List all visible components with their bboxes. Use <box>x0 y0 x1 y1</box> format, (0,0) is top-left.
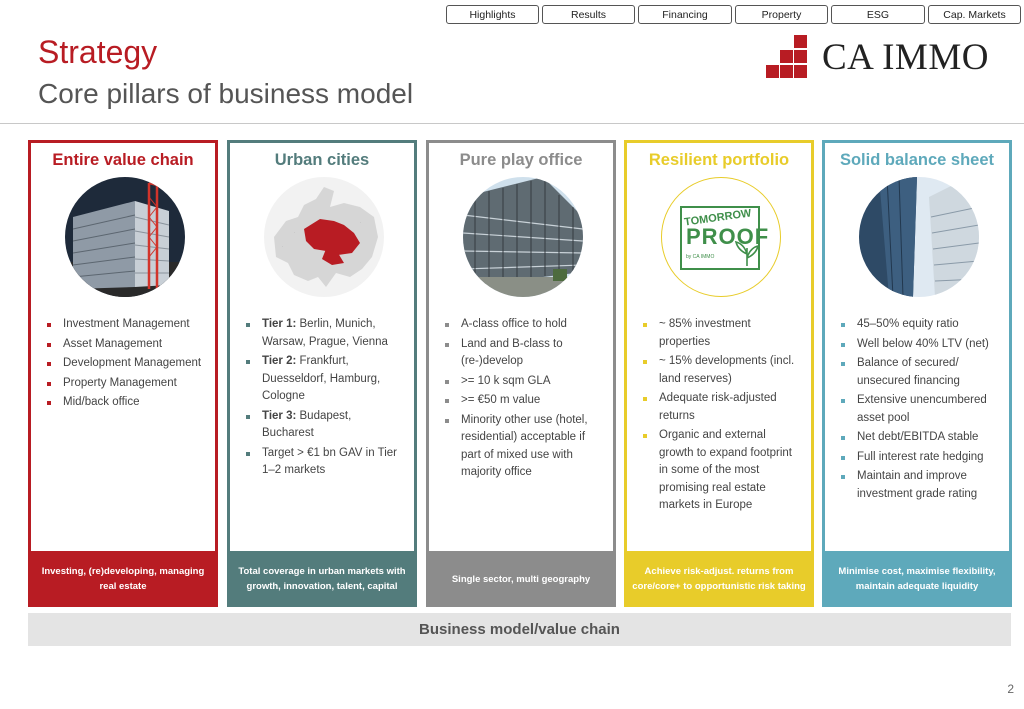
page-number: 2 <box>1007 682 1014 696</box>
logo-text: CA IMMO <box>822 36 989 78</box>
pillar-card-resilient-portfolio <box>624 140 814 607</box>
tomorrow-proof-badge: TOMORROW PROOF by CA IMMO <box>661 177 781 297</box>
pillar-title: Resilient portfolio <box>648 151 790 169</box>
pillar-bullets <box>837 316 1001 505</box>
tab-esg[interactable]: ESG <box>831 5 925 24</box>
pillar-card-value-chain <box>28 140 218 607</box>
list-item: ~ 85% investment properties <box>639 316 803 351</box>
pillar-card-pure-play-office <box>426 140 616 607</box>
list-item: Target > €1 bn GAV in Tier 1–2 markets <box>242 445 406 480</box>
leaf-icon <box>732 238 762 268</box>
pillar-title: Urban cities <box>274 151 370 169</box>
pillar-bullets <box>639 316 803 517</box>
list-item: Land and B-class to (re-)develop <box>441 336 605 371</box>
pillar-footer: Total coverage in urban markets with growth, innovation, talent, capital <box>227 551 417 607</box>
tab-property[interactable]: Property <box>735 5 828 24</box>
tab-highlights[interactable]: Highlights <box>446 5 539 24</box>
list-item: Minority other use (hotel, residential) acceptable if part of mixed use with majority office <box>441 412 605 482</box>
pillar-bullets <box>242 316 406 482</box>
logo-squares-icon <box>766 35 810 79</box>
list-item: >= €50 m value <box>441 392 605 410</box>
list-item: Well below 40% LTV (net) <box>837 336 1001 354</box>
list-item: Tier 2: Frankfurt, Duesseldorf, Hamburg, Cologne <box>242 353 406 406</box>
list-item: Investment Management <box>43 316 207 334</box>
list-item: Asset Management <box>43 336 207 354</box>
tab-results[interactable]: Results <box>542 5 635 24</box>
list-item: Tier 1: Berlin, Munich, Warsaw, Prague, Vienna <box>242 316 406 351</box>
list-item: Adequate risk-adjusted returns <box>639 390 803 425</box>
list-item: Balance of secured/ unsecured financing <box>837 355 1001 390</box>
list-item: Mid/back office <box>43 394 207 412</box>
company-logo <box>766 35 989 79</box>
list-item: 45–50% equity ratio <box>837 316 1001 334</box>
europe-map-image <box>264 177 384 297</box>
tab-cap-markets[interactable]: Cap. Markets <box>928 5 1021 24</box>
list-item: Organic and external growth to expand footprint in some of the most promising real estate markets in Europe <box>639 427 803 515</box>
business-model-bar: Business model/value chain <box>28 613 1011 646</box>
pillar-footer: Single sector, multi geography <box>426 551 616 607</box>
header-divider <box>0 123 1024 124</box>
pillar-bullets <box>43 316 207 414</box>
glass-towers-image <box>859 177 979 297</box>
pillar-card-urban-cities <box>227 140 417 607</box>
list-item: ~ 15% developments (incl. land reserves) <box>639 353 803 388</box>
list-item: Full interest rate hedging <box>837 449 1001 467</box>
list-item: A-class office to hold <box>441 316 605 334</box>
pillar-footer: Minimise cost, maximise flexibility, maintain adequate liquidity <box>822 551 1012 607</box>
top-nav <box>446 5 1021 24</box>
pillar-title: Solid balance sheet <box>839 151 995 169</box>
page-title: Strategy <box>38 34 158 70</box>
list-item: Maintain and improve investment grade rating <box>837 468 1001 503</box>
pillar-title: Pure play office <box>459 151 583 169</box>
list-item: Property Management <box>43 375 207 393</box>
office-building-image <box>463 177 583 297</box>
svg-text:.: . <box>294 229 296 234</box>
pillar-card-solid-balance-sheet <box>822 140 1012 607</box>
svg-text:.: . <box>282 243 284 248</box>
pillar-bullets <box>441 316 605 484</box>
svg-text:.: . <box>360 219 362 224</box>
list-item: Tier 3: Budapest, Bucharest <box>242 408 406 443</box>
list-item: Development Management <box>43 355 207 373</box>
building-construction-image <box>65 177 185 297</box>
pillar-footer: Investing, (re)developing, managing real estate <box>28 551 218 607</box>
list-item: >= 10 k sqm GLA <box>441 373 605 391</box>
list-item: Net debt/EBITDA stable <box>837 429 1001 447</box>
page-subtitle: Core pillars of business model <box>38 78 414 109</box>
tab-financing[interactable]: Financing <box>638 5 732 24</box>
pillar-footer: Achieve risk-adjust. returns from core/core+ to opportunistic risk taking <box>624 551 814 607</box>
list-item: Extensive unencumbered asset pool <box>837 392 1001 427</box>
pillar-title: Entire value chain <box>52 151 194 169</box>
